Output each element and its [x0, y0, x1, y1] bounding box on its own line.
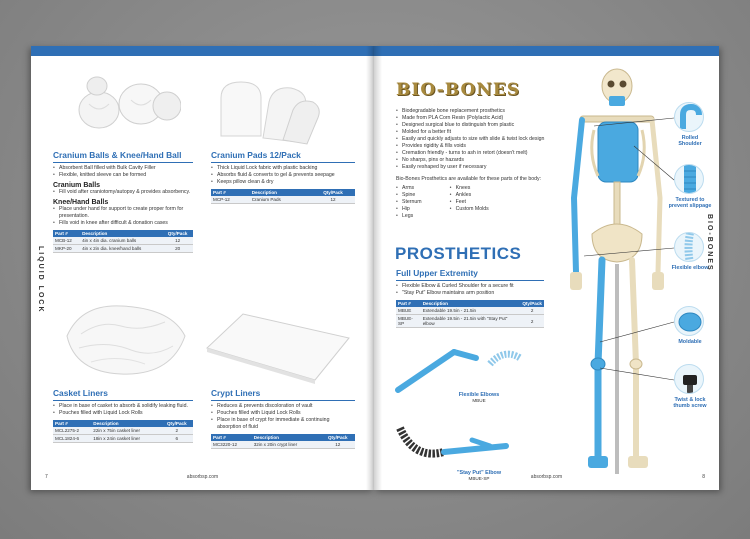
list-item: • Hip	[396, 206, 422, 213]
table-row	[396, 315, 544, 328]
list-item: • Custom Molds	[450, 206, 489, 213]
rolled-shoulder-label: Rolled Shoulder	[678, 135, 702, 147]
list-item: • Knees	[450, 185, 489, 192]
list-item: • Easily and quickly adjusts to size with slide & twist lock design	[396, 136, 586, 143]
table-header: Part #	[53, 420, 91, 427]
flexible-elbow-callout: Flexible elbow	[671, 265, 709, 271]
table-cell: 20	[162, 245, 193, 253]
footer-url: absorbsp.com	[530, 474, 563, 480]
table-cell: Cranium Pads	[250, 196, 311, 204]
stay-put-elbow-code: MBUE-SP	[468, 476, 490, 481]
textured-label: Textured to prevent slippage	[668, 197, 712, 209]
stay-put-elbow-image	[394, 416, 524, 466]
left-footer	[31, 474, 374, 484]
table-header: Part #	[211, 434, 252, 441]
table-cell: Extendable 19.5in - 21.5in with "Stay Put" elbow	[421, 315, 521, 328]
left-page	[31, 46, 374, 490]
table-row	[396, 307, 544, 315]
parts-column-1	[396, 185, 422, 220]
list-item: • Molded for a better fit	[396, 129, 586, 136]
knee-hand-bullets	[53, 206, 193, 227]
pads-title: Cranium Pads 12/Pack	[211, 150, 355, 163]
list-item: • Fill void after craniotomy/autopsy & provides absorbency.	[53, 189, 193, 196]
list-item: • Designed surgical blue to distinguish from plastic	[396, 122, 586, 129]
callout-leader-lines	[574, 106, 684, 406]
list-item: • Absorbs fluid & converts to gel & prevents seepage	[211, 172, 355, 179]
casket-liner-image	[61, 296, 191, 381]
table-cell: 2	[161, 427, 193, 435]
crypt-bullets	[211, 403, 355, 431]
table-header: Description	[91, 420, 160, 427]
table-cell: MCB-12	[53, 237, 80, 245]
table-cell: MC3220-12	[211, 441, 252, 449]
list-item: • Legs	[396, 213, 422, 220]
list-item: • Absorbent Ball filled with Bulk Cavity Filler	[53, 165, 193, 172]
cranium-balls-subtitle: Cranium Balls	[53, 182, 101, 189]
right-top-bar	[374, 46, 719, 56]
upper-extremity-section	[396, 268, 544, 328]
table-cell: MCL1824-6	[53, 435, 91, 443]
bio-bones-section	[396, 108, 586, 220]
left-top-bar	[31, 46, 374, 56]
knee-hand-subtitle: Knee/Hand Balls	[53, 199, 109, 206]
flexible-elbow-image	[394, 344, 524, 394]
pads-section	[211, 150, 355, 204]
bio-bones-bullets	[396, 108, 586, 171]
table-header-row	[211, 434, 355, 441]
table-header: Qty/Pack	[520, 300, 544, 307]
table-cell: 4in x 2in dia. knee/hand balls	[80, 245, 162, 253]
list-item: • Provides rigidity & fills voids	[396, 143, 586, 150]
cranium-section	[53, 150, 193, 253]
left-side-label: LIQUID LOCK	[37, 246, 44, 314]
list-item: • Thick Liquid Lock fabric with plastic backing	[211, 165, 355, 172]
table-cell: 4in x 4in dia. cranium balls	[80, 237, 162, 245]
list-item: • Biodegradable bone replacement prosthetics	[396, 108, 586, 115]
table-header: Qty/Pack	[311, 189, 355, 196]
table-row	[211, 196, 355, 204]
table-header: Part #	[53, 230, 80, 237]
table-cell: Extendable 19.5in - 21.5in	[421, 307, 521, 315]
casket-section	[53, 388, 193, 443]
table-cell: 6	[161, 435, 193, 443]
table-cell: MCP-12	[211, 196, 250, 204]
upper-extremity-bullets	[396, 283, 544, 297]
list-item: • Made from PLA Corn Resin (Polylactic Acid)	[396, 115, 586, 122]
crypt-title: Crypt Liners	[211, 388, 355, 401]
table-cell: 12	[321, 441, 355, 449]
parts-intro: Bio-Bones Prosthetics are available for these parts of the body:	[396, 176, 542, 182]
flexible-elbows-text: Flexible Elbows	[458, 392, 500, 398]
table-cell: 12	[162, 237, 193, 245]
table-row	[53, 237, 193, 245]
table-cell: MBUE	[396, 307, 421, 315]
list-item: • No sharps, pins or hazards	[396, 157, 586, 164]
list-item: • Spine	[396, 192, 422, 199]
table-header: Qty/Pack	[321, 434, 355, 441]
casket-title: Casket Liners	[53, 388, 193, 401]
upper-extremity-title: Full Upper Extremity	[396, 268, 544, 281]
table-row	[53, 245, 193, 253]
bio-bones-title: BIO-BONES	[396, 80, 521, 100]
table-cell: 2	[520, 307, 544, 315]
list-item: • Cremation friendly - turns to ash in retort (doesn't melt)	[396, 150, 586, 157]
pads-bullets	[211, 165, 355, 186]
table-header: Description	[250, 189, 311, 196]
table-header: Description	[421, 300, 521, 307]
cranium-table	[53, 230, 193, 253]
table-header: Description	[252, 434, 321, 441]
right-page	[374, 46, 719, 490]
page-number: 7	[45, 474, 48, 480]
table-header: Part #	[211, 189, 250, 196]
right-side-label: BIO-BONES	[706, 214, 713, 272]
table-header-row	[396, 300, 544, 307]
twist-lock-label: Twist & lock thumb screw	[673, 397, 707, 409]
list-item: • Place in base of crypt for immediate & continuing absorption of fluid	[211, 417, 355, 431]
casket-table	[53, 420, 193, 443]
casket-bullets	[53, 403, 193, 417]
crypt-table	[211, 434, 355, 449]
table-cell: 22in x 75in casket liner	[91, 427, 160, 435]
table-header-row	[53, 230, 193, 237]
upper-extremity-table	[396, 300, 544, 328]
table-row	[211, 441, 355, 449]
crypt-liner-image	[203, 308, 353, 388]
list-item: • Easily reshaped by user if necessary	[396, 164, 586, 171]
parts-columns	[396, 185, 586, 220]
table-row	[53, 427, 193, 435]
cranium-pads-image	[213, 76, 323, 146]
list-item: • Arms	[396, 185, 422, 192]
list-item: • "Stay Put" Elbow maintains arm position	[396, 290, 544, 297]
table-header-row	[53, 420, 193, 427]
table-cell: MCL2275-2	[53, 427, 91, 435]
right-footer	[374, 474, 719, 484]
cranium-balls-bullets	[53, 189, 193, 196]
stay-put-elbow-text: "Stay Put" Elbow	[456, 470, 502, 476]
moldable-label: Moldable	[678, 339, 702, 345]
list-item: • Keeps pillow clean & dry	[211, 179, 355, 186]
prosthetics-title: PROSTHETICS	[395, 244, 522, 263]
table-cell: 18in x 24in casket liner	[91, 435, 160, 443]
list-item: • Place in base of casket to absorb & solidify leaking fluid.	[53, 403, 193, 410]
list-item: • Fills void in knee after difficult & donation cases	[53, 220, 193, 227]
table-header-row	[211, 189, 355, 196]
table-cell: 2	[520, 315, 544, 328]
table-row	[53, 435, 193, 443]
table-cell: MBUE-SP	[396, 315, 421, 328]
table-header: Qty/Pack	[161, 420, 193, 427]
list-item: • Sternum	[396, 199, 422, 206]
cranium-bullets	[53, 165, 193, 179]
flexible-elbows-label	[454, 392, 504, 404]
cranium-balls-image	[71, 64, 181, 134]
list-item: • Feet	[450, 199, 489, 206]
page-number: 8	[702, 474, 705, 480]
parts-column-2	[450, 185, 489, 220]
list-item: • Pouches filled with Liquid Lock Rolls	[211, 410, 355, 417]
table-header: Part #	[396, 300, 421, 307]
pads-table	[211, 189, 355, 204]
cranium-title: Cranium Balls & Knee/Hand Ball	[53, 150, 193, 163]
table-header: Description	[80, 230, 162, 237]
flexible-elbows-code: MBUE	[472, 398, 486, 403]
list-item: • Flexible Elbow & Curled Shoulder for a secure fit	[396, 283, 544, 290]
list-item: • Pouches filled with Liquid Lock Rolls	[53, 410, 193, 417]
footer-url: absorbsp.com	[186, 474, 219, 480]
list-item: • Flexible, knitted sleeve can be formed	[53, 172, 193, 179]
list-item: • Ankles	[450, 192, 489, 199]
table-cell: 12	[311, 196, 355, 204]
crypt-section	[211, 388, 355, 449]
table-header: Qty/Pack	[162, 230, 193, 237]
list-item: • Reduces & prevents discoloration of vault	[211, 403, 355, 410]
list-item: • Place under hand for support to create proper form for presentation.	[53, 206, 193, 220]
table-cell: 32in x 20in crypt liner	[252, 441, 321, 449]
table-cell: MKP-20	[53, 245, 80, 253]
